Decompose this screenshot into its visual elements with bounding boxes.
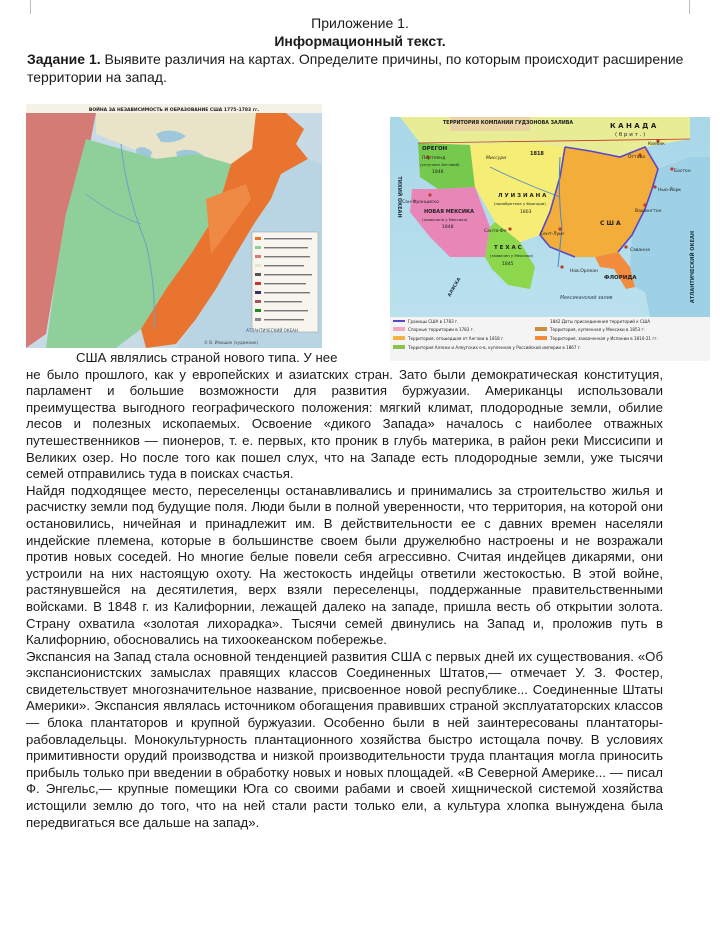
paragraph-1-rest: не было прошлого, как у европейских и азиатских стран. Зато были демократическая конституция, парламент и большие возможности для развития буржуазии. Американцы использовали преимущества выгодного географического положения: мягкий климат, плодородные земли, обилие лесов и полезных ископаемых. Освоение «дикого Запада» началось с наиболее отважных путешественников — пионеров, т. е. первых, кто проник в глубь материка, в район реки Миссисипи и Великих озер. Но после того как пошел слух, что на Западе есть плодородные земли, уже тысячи семей отправились туда в поисках счастья.: [26, 366, 663, 482]
label-new-mexico: НОВАЯ МЕКСИКА: [424, 209, 474, 215]
label-louisiana: Л У И З И А Н А: [498, 193, 547, 199]
label-1846: 1846: [432, 170, 444, 175]
label-canada-sub: ( б р и т . ): [615, 132, 646, 138]
left-map-caption: © В. Илюшин (художник): [204, 340, 258, 345]
label-texas: Т Е Х А С: [494, 245, 522, 251]
label-quebec: Квебек: [648, 142, 665, 147]
label-savannah: Саванна: [630, 248, 650, 253]
label-oregon: ОРЕГОН: [422, 146, 448, 152]
label-st-louis: Сент-Луис: [540, 232, 565, 237]
legend-1: 1842 Даты присоединения территорий к США: [550, 319, 651, 324]
label-boston: Бостон: [674, 169, 691, 174]
label-florida: ФЛОРИДА: [604, 275, 637, 281]
legend-0: Границы США в 1783 г.: [408, 319, 459, 324]
label-oregon-note: (уступлен Англией): [420, 162, 460, 167]
label-missouri: Миссури: [486, 156, 507, 161]
label-1845: 1845: [502, 262, 514, 267]
body-text: [26, 350, 663, 831]
label-usa: С Ш А: [600, 220, 621, 227]
legend-4: Территория, отошедшая от Англии в 1818 г.: [408, 336, 505, 341]
legend-3: Территория, купленная у Мексики в 1853 г.: [550, 327, 645, 332]
label-texas-note: (захвачен у Мексики): [490, 253, 534, 258]
label-alaska: АЛЯСКА: [447, 277, 463, 298]
label-san-francisco: Сан-Франциско: [402, 200, 439, 205]
left-map-title: ВОЙНА ЗА НЕЗАВИСИМОСТЬ И ОБРАЗОВАНИЕ США 1775–1783 гг.: [88, 108, 260, 113]
paragraph-1-start: США являлись страной нового типа. У нее: [76, 350, 338, 365]
left-map-ocean-label: АТЛАНТИЧЕСКИЙ ОКЕАН: [246, 328, 298, 333]
label-ottawa: Оттава: [628, 155, 645, 160]
label-portland: Портленд: [422, 156, 446, 161]
page-corner-right: [689, 0, 720, 14]
legend-2: Спорные территории в 1783 г.: [408, 327, 475, 332]
label-1803: 1803: [520, 210, 532, 215]
label-hudson: ТЕРРИТОРИЯ КОМПАНИИ ГУДЗОНОВА ЗАЛИВА: [442, 121, 574, 126]
label-1818: 1818: [530, 151, 544, 157]
appendix-heading: Приложение 1.: [311, 15, 409, 31]
label-pacific: ТИХИЙ ОКЕАН: [396, 176, 402, 218]
page-corner-left: [0, 0, 31, 14]
label-atlantic: АТЛАНТИЧЕСКИЙ ОКЕАН: [690, 230, 696, 304]
task-label: Задание 1.: [27, 51, 101, 67]
task-text: Выявите различия на картах. Определите причины, по которым происходит расширение территории на запад.: [27, 51, 684, 85]
label-santa-fe: Санта-Фе: [484, 229, 507, 234]
map-independence-war: [26, 104, 322, 348]
map-usa-expansion: [390, 117, 710, 361]
label-new-orleans: Нов.Орлеан: [570, 269, 598, 274]
legend-6: Территория Аляски и Алеутских о-в, купленная у Российской империи в 1867 г.: [408, 345, 582, 350]
paragraph-3: Экспансия на Запад стала основной тенденцией развития США с первых дней их существования. «Об экспансионистских замыслах правящих классов Соединенных Штатов,— отмечает У. З. Фостер, свидетельствует многозначительное название, присвоенное новой республике... Соединенные Штаты Америки». Экспансия являлась источником обогащения правивших страной эксплуататорских классов — блока плантаторов и крупной буржуазии. Особенно были в ней заинтересованы плантаторы-рабовладельцы. Монокультурность плантационного хозяйства быстро истощала почву. В условиях примитивности орудий производства и низкой производительности труда плантация могла приносить прибыль только при введении в обработку новых и новых площадей. «В Северной Америке... — писал Ф. Энгельс,— крупные помещики Юга со своими рабами и своей хищнической системой хозяйства истощили землю до того, что на ней стали расти только ели, а культура хлопка вынуждена была передвигаться все дальше на запад».: [26, 648, 663, 830]
label-gulf: Мексиканский залив: [560, 296, 613, 301]
task-paragraph: [27, 50, 687, 86]
info-text-heading: Информационный текст.: [274, 33, 446, 49]
label-1848: 1848: [442, 225, 454, 230]
label-louisiana-note: (приобретена у Франции): [494, 201, 546, 206]
legend-5: Территория, захваченная у Испании в 1810-21 гг.: [550, 336, 658, 341]
label-canada: К А Н А Д А: [610, 122, 657, 130]
paragraph-2: Найдя подходящее место, переселенцы останавливались и принимались за строительство жилья и расчистку земли под будущие поля. Люди были в полной уверенности, что территория, на которой они остановились, ничейная и принадлежит им. В действительности ее с давних времен населяли индейские племена, которые в большинстве своем были дружелюбно настроены и не возражали против новых соседей. Но многие белые повели себя агрессивно. Считая индейцев дикарями, они устроили на них настоящую охоту. На жестокость индейцы ответили жестокостью. В этой войне, растянувшейся на десятилетия, верх взяли переселенцы, поддержанные правительственными войсками. В 1848 г. из Калифорнии, лежащей далеко на западе, пришла весть об открытии золота. Страну охватила «золотая лихорадка». Тысячи семей двинулись на Запад и, проложив путь в Калифорнию, обосновались на тихоокеанском побережье.: [26, 482, 663, 648]
label-washington: Вашингтон: [635, 209, 662, 214]
label-mex-note: (захвачена у Мексики): [422, 217, 468, 222]
label-newyork: Нью-Йорк: [658, 188, 682, 193]
